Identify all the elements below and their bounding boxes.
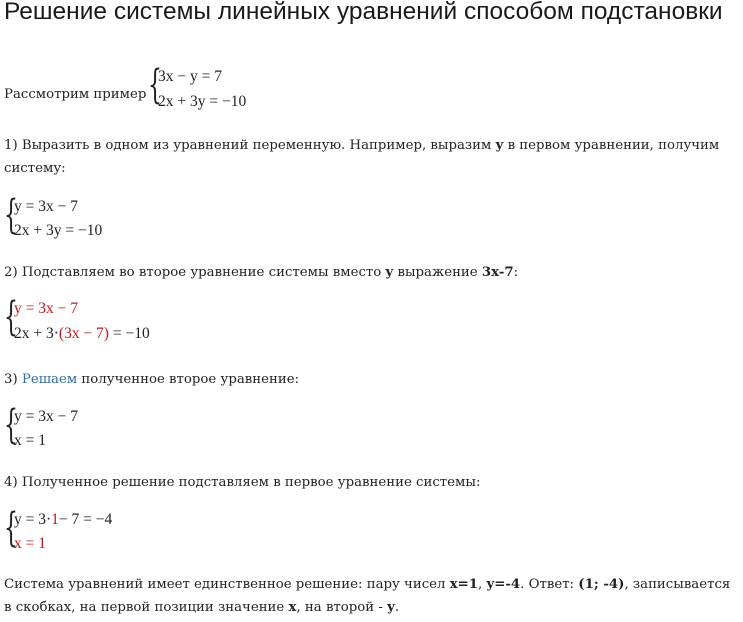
step1-text: 1) Выразить в одном из уравнений переменную. Например, выразим y в первом уравнении, получим систему: (4, 138, 720, 176)
step2-substitution: (3x − 7) (58, 325, 109, 342)
intro-label: Рассмотрим пример (4, 87, 147, 102)
example-eq-2: 2x + 3y = −10 (158, 93, 247, 110)
step2-text: 2) Подставляем во второе уравнение системы вместо y выражение 3x-7: (4, 265, 519, 280)
intro-text (4, 83, 146, 106)
step4-eq-2: x = 1 (14, 535, 46, 552)
step4-substituted-value: 1 (51, 511, 59, 528)
brace-icon: { (148, 62, 162, 108)
conclusion-text: Система уравнений имеет единственное решение: пару чисел x=1, y=-4. Ответ: (1; -4), записывается в скобках, на первой позиции значение x, на второй - y. (4, 577, 731, 615)
step1-var: y (495, 138, 504, 153)
step3-text: 3) Решаем полученное второе уравнение: (4, 372, 300, 387)
step4-eq-1: y = 3·1− 7 = −4 (14, 511, 113, 528)
brace-icon: { (4, 192, 18, 238)
step1-eq-1: y = 3x − 7 (14, 198, 78, 215)
brace-icon: { (4, 294, 18, 340)
step3-eq-2: x = 1 (14, 432, 46, 449)
brace-icon: { (4, 505, 18, 551)
step4-text: 4) Полученное решение подставляем в первое уравнение системы: (4, 475, 481, 490)
step2-eq-1: y = 3x − 7 (14, 300, 78, 317)
example-eq-1: 3x − y = 7 (158, 68, 222, 85)
step2-expr: 3x-7 (481, 265, 514, 280)
solve-link[interactable]: Решаем (21, 372, 78, 387)
step2-eq-2: 2x + 3·(3x − 7) = −10 (14, 325, 150, 342)
answer: (1; -4) (578, 577, 625, 592)
page-title: Решение системы линейных уравнений способом подстановки (4, 0, 723, 25)
step1-eq-2: 2x + 3y = −10 (14, 222, 103, 239)
brace-icon: { (4, 402, 18, 448)
step2-var: y (385, 265, 394, 280)
step3-eq-1: y = 3x − 7 (14, 408, 78, 425)
